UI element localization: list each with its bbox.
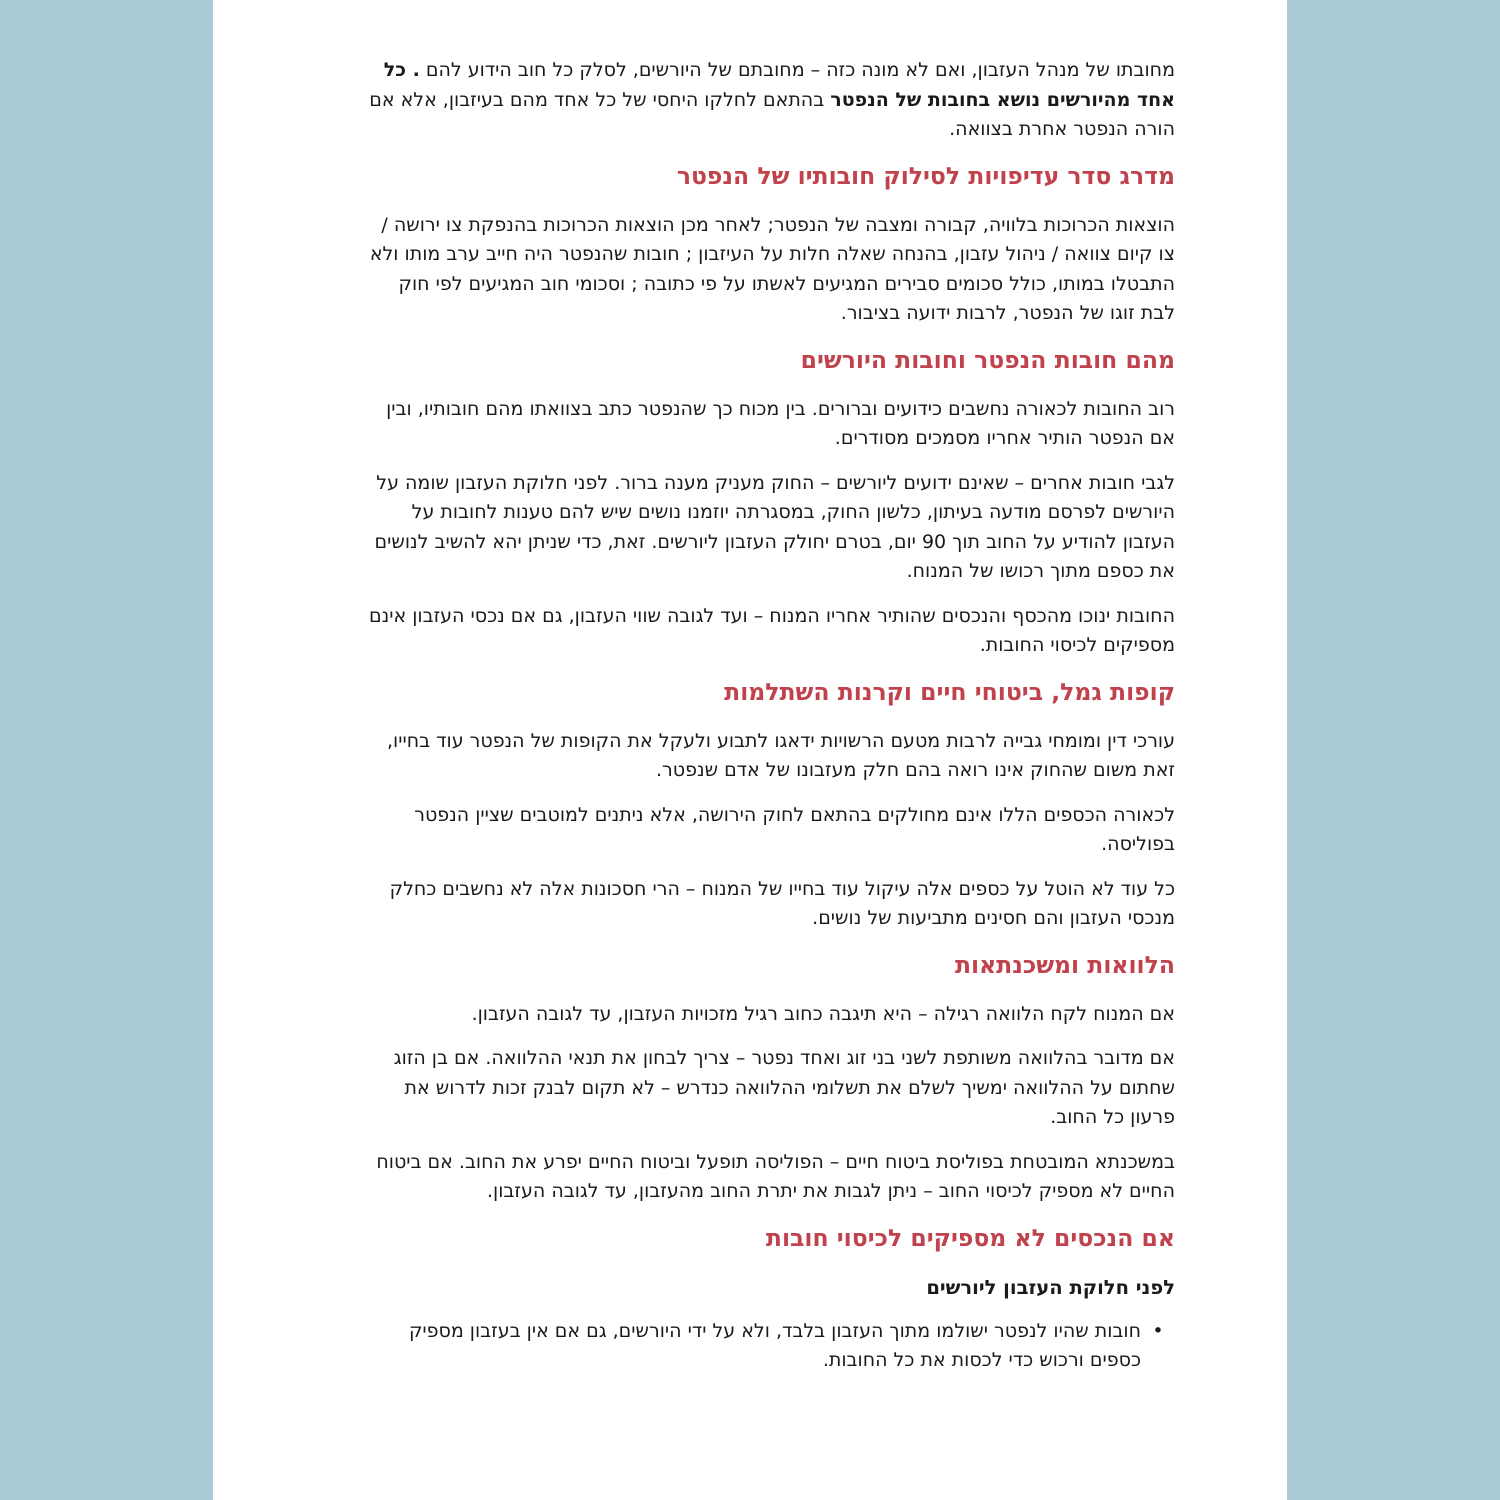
section4-paragraph-2: אם מדובר בהלוואה משותפת לשני בני זוג ואחד נפטר – צריך לבחון את תנאי ההלוואה. אם בן הזוג שחתום על ההלוואה ימשיך לשלם את תשלומי ההלוואה כנדרש – לא תקום לבנק זכות לדרוש את פרעון כל החוב. <box>393 1047 1175 1128</box>
section4-paragraph-3: במשכנתא המובטחת בפוליסת ביטוח חיים – הפוליסה תופעל וביטוח החיים יפרע את החוב. אם ביטוח החיים לא מספיק לכיסוי החוב – ניתן לגבות את יתרת החוב מהעזבון, עד לגובה העזבון. <box>376 1150 1175 1202</box>
document-page <box>213 0 1287 1500</box>
intro-text-after: בהתאם לחלקו היחסי של כל אחד מהם בעיזבון, אלא אם הורה הנפטר אחרת בצוואה. <box>369 88 1175 140</box>
section3-heading: קופות גמל, ביטוחי חיים וקרנות השתלמות <box>724 677 1175 706</box>
intro-paragraph <box>361 56 1175 145</box>
section4-paragraph-1: אם המנוח לקח הלוואה רגילה – היא תיגבה כחוב רגיל מזכויות העזבון, עד לגובה העזבון. <box>471 1002 1175 1025</box>
section2-paragraph-3: החובות ינוכו מהכסף והנכסים שהותיר אחריו המנוח – ועד לגובה שווי העזבון, גם אם נכסי העזבון אינם מספיקים לכיסוי החובות. <box>369 604 1175 656</box>
list-item <box>361 1317 1164 1376</box>
intro-text-before: מחובתו של מנהל העזבון, ואם לא מונה כזה – מחובתם של היורשים, לסלק כל חוב הידוע להם <box>419 59 1175 81</box>
section3-paragraph-2: לכאורה הכספים הללו אינם מחולקים בהתאם לחוק הירושה, אלא ניתנים למוטבים שציין הנפטר בפוליסה. <box>414 803 1175 855</box>
section5-subheading: לפני חלוקת העזבון ליורשים <box>926 1275 1175 1299</box>
section5-heading: אם הנכסים לא מספיקים לכיסוי חובות <box>765 1223 1175 1252</box>
section5-bullet-list <box>361 1317 1175 1376</box>
section3-paragraph-3: כל עוד לא הוטל על כספים אלה עיקול עוד בחייו של המנוח – הרי חסכונות אלה לא נחשבים כחלק מנכסי העזבון והם חסינים מתביעות של נושים. <box>389 877 1175 929</box>
list-item-text: חובות שהיו לנפטר ישולמו מתוך העזבון בלבד, ולא על ידי היורשים, גם אם אין בעזבון מספיק כספים ורכוש כדי לכסות את כל החובות. <box>408 1319 1141 1371</box>
section3-paragraph-1: עורכי דין ומומחי גבייה לרבות מטעם הרשויות ידאגו לתבוע ולעקל את הקופות של הנפטר עוד בחייו, זאת משום שהחוק אינו רואה בהם חלק מעזבונו של אדם שנפטר. <box>387 729 1175 781</box>
section1-heading: מדרג סדר עדיפויות לסילוק חובותיו של הנפטר <box>676 161 1175 190</box>
section2-heading: מהם חובות הנפטר וחובות היורשים <box>800 345 1175 374</box>
intro-bold-text: . כל אחד מהיורשים נושא בחובות של הנפטר <box>383 59 1175 111</box>
section4-heading: הלוואות ומשכנתאות <box>954 950 1175 979</box>
section2-paragraph-2: לגבי חובות אחרים – שאינם ידועים ליורשים – החוק מעניק מענה ברור. לפני חלוקת העזבון שומה על היורשים לפרסם מודעה בעיתון, כלשון החוק, במסגרתה יוזמנו נושים שיש להם טענות לחובות על העזבון להודיע על החוב תוך 90 יום, בטרם יחולק העזבון ליורשים. זאת, כדי שניתן יהא להשיב לנושים את כספם מתוך רכושו של המנוח. <box>374 471 1175 582</box>
section2-paragraph-1: רוב החובות לכאורה נחשבים כידועים וברורים. בין מכוח כך שהנפטר כתב בצוואתו מהם חובותיו, ובין אם הנפטר הותיר אחריו מסמכים מסודרים. <box>386 397 1175 449</box>
bullet-icon: • <box>1152 1319 1164 1342</box>
section1-paragraph-1: הוצאות הכרוכות בלוויה, קבורה ומצבה של הנפטר; לאחר מכן הוצאות הכרוכות בהנפקת צו ירושה / צו קיום צוואה / ניהול עזבון, בהנחה שאלה חלות על העיזבון ; חובות שהנפטר היה חייב ערב מותו ולא התבטלו במותו, כולל סכומים סבירים המגיעים לאשתו על פי כתובה ; וסכומי חוב המגיעים לפי חוק לבת זוגו של הנפטר, לרבות ידועה בציבור. <box>369 213 1175 324</box>
